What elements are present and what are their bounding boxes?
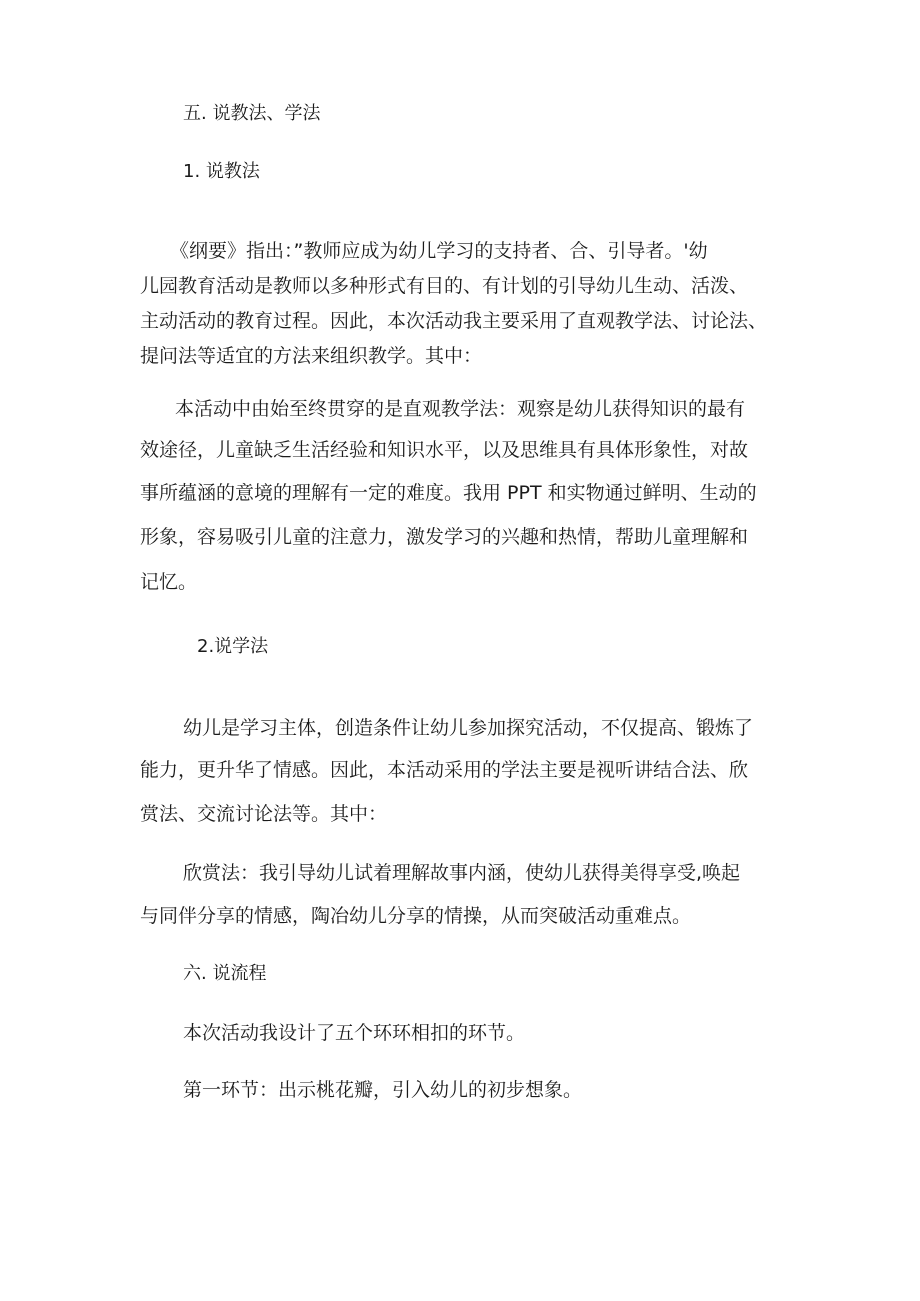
subsection-2-title: 2.说学法 (197, 636, 269, 657)
paragraph-3-line: 能力，更升华了情感。因此，本活动采用的学法主要是视听讲结合法、欣 (140, 759, 749, 781)
paragraph-6: 第一环节：出示桃花瓣，引入幼儿的初步想象。 (183, 1079, 583, 1101)
section-5-title: 五. 说教法、学法 (183, 103, 321, 124)
paragraph-2-line: 记忆。 (140, 571, 198, 593)
section-6-title: 六. 说流程 (183, 963, 267, 984)
paragraph-2-line: 本活动中由始至终贯穿的是直观教学法：观察是幼儿获得知识的最有 (175, 398, 746, 420)
paragraph-2-line: 效途径，儿童缺乏生活经验和知识水平，以及思维具有具体形象性，对故 (140, 439, 749, 461)
paragraph-1-line: 主动活动的教育过程。因此，本次活动我主要采用了直观教学法、讨论法、 (140, 310, 768, 332)
paragraph-2-line: 事所蕴涵的意境的理解有一定的难度。我用 PPT 和实物通过鲜明、生动的 (140, 482, 757, 504)
subsection-1-title: 1. 说教法 (183, 161, 260, 182)
paragraph-1-line: 《纲要》指出：”教师应成为幼儿学习的支持者、合、引导者。'幼 (170, 240, 708, 262)
paragraph-3-line: 赏法、交流讨论法等。其中： (140, 803, 388, 825)
paragraph-4-line: 与同伴分享的情感，陶冶幼儿分享的情操，从而突破活动重难点。 (140, 905, 692, 927)
paragraph-3-line: 幼儿是学习主体，创造条件让幼儿参加探究活动，不仅提高、锻炼了 (183, 717, 754, 739)
paragraph-5: 本次活动我设计了五个环环相扣的环节。 (183, 1022, 526, 1044)
paragraph-1-line: 提问法等适宜的方法来组织教学。其中： (140, 345, 483, 367)
paragraph-2-line: 形象，容易吸引儿童的注意力，激发学习的兴趣和热情，帮助儿童理解和 (140, 526, 749, 548)
paragraph-1-line: 儿园教育活动是教师以多种形式有目的、有计划的引导幼儿生动、活泼、 (140, 275, 749, 297)
paragraph-4-line: 欣赏法：我引导幼儿试着理解故事内涵，使幼儿获得美得享受,唤起 (183, 862, 741, 884)
